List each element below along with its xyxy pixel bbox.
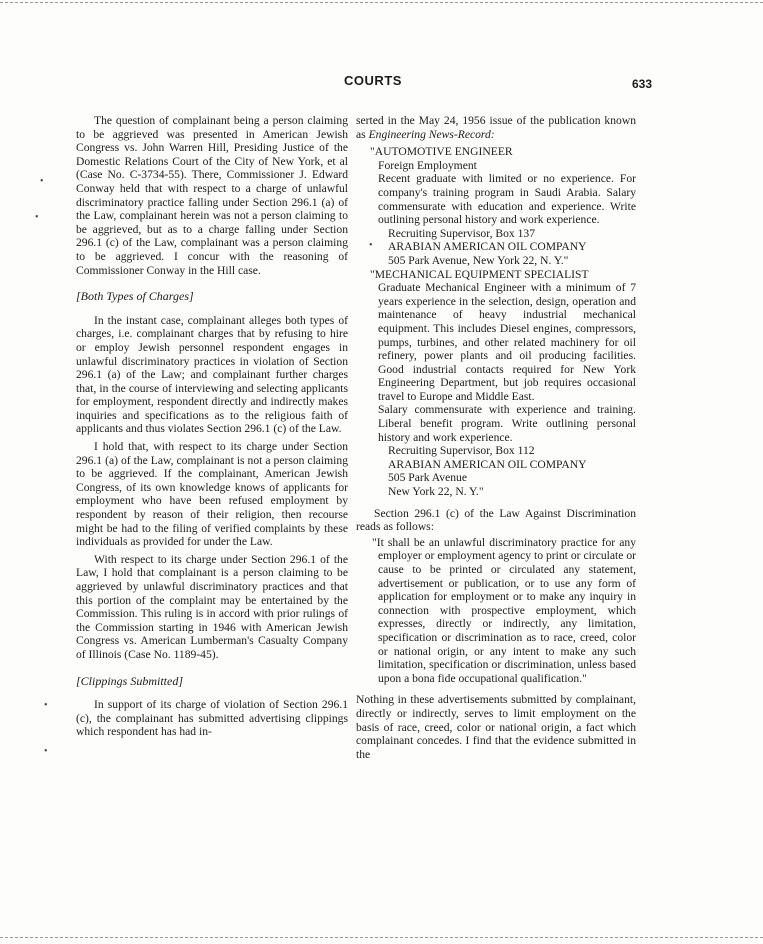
margin-speck: • (35, 212, 39, 223)
ad-title: "MECHANICAL EQUIPMENT SPECIALIST (370, 267, 589, 281)
statute-quote: "It shall be an unlawful discriminatory practice for any employer or employment agency to print or circulate or cause to be printed or circulated any statement, advertisement or publication, or to use any form of application for employment or to make any inquiry in connection with prospective employment, which expresses, directly or indirectly, any limitation, specification or discrimination as to race, creed, color or national origin, or any intent to make any such limitation, specification or discrimination, unless based upon a bona fide occupational qualification." (372, 535, 636, 685)
ad-address-line: New York 22, N. Y." (388, 485, 484, 499)
margin-speck: • (44, 746, 48, 757)
page-number: 633 (631, 77, 652, 91)
section-heading: [Clippings Submitted] (76, 673, 184, 688)
paragraph: Nothing in these advertisements submitted by complainant, directly or indirectly, serves to limit employment on the basis of race, creed, color or national origin, a fact which complainant concedes. I find that the evidence submitted in the (356, 693, 636, 761)
ad-subtitle: Foreign Employment (378, 158, 477, 172)
margin-speck: • (40, 176, 44, 187)
ad-body: Graduate Mechanical Engineer with a minimum of 7 years experience in the selection, design, operation and maintenance of heavy industrial mechanical equipment. This includes Diesel engines, compressors, pumps, turbines, and other related machinery for oil refinery, power plants and oil producing facilities. Good industrial contacts required for New York Engineering Department, but job requires occasional travel to Europe and Middle East. (378, 281, 636, 403)
paragraph: In the instant case, complainant alleges both types of charges, i.e. complainant charges that by refusing to hire or employ Jewish personnel respondent engages in unlawful discriminatory practices in violation of Section 296.1 (a) of the Law; and complainant further charges that, in the course of interviewing and selecting applicants for employment, respondent directly and indirectly makes inquiries and specifications as to the religious faith of applicants and thus violates Section 296.1 (c) of the Law. (76, 313, 348, 436)
paragraph: I hold that, with respect to its charge under Section 296.1 (a) of the Law, complainant is not a person claiming to be aggrieved. If the complainant, American Jewish Congress, of its own knowledge knows of applicants for employment who have been refused employment by respondent by reason of their religion, then recourse might be had to the filing of verified complaints by these individuals as provided for under the Law. (76, 440, 348, 549)
paragraph: With respect to its charge under Section 296.1 of the Law, I hold that complainant is a person claiming to be aggrieved by unlawful discriminatory practices and that this portion of the complaint may be entertained by the Commission. This ruling is in accord with prior rulings of the Commission starting in 1946 with American Jewish Congress vs. American Lumberman's Casualty Company of Illinois (Case No. 1189-45). (76, 552, 348, 661)
paragraph-text: serted in the May 24, 1956 issue of the publication known as (356, 114, 636, 141)
paragraph: Section 296.1 (c) of the Law Against Discrimination reads as follows: (356, 506, 636, 534)
ad-address-line: 505 Park Avenue, New York 22, N. Y." (388, 253, 569, 267)
right-column (356, 114, 636, 761)
section-heading: [Both Types of Charges] (76, 289, 194, 304)
left-column (76, 114, 348, 739)
ad-address-line: 505 Park Avenue (388, 471, 467, 485)
ad-address-line: ARABIAN AMERICAN OIL COMPANY (388, 457, 587, 471)
advertisement-automotive (356, 145, 636, 267)
paragraph: The question of complainant being a person claiming to be aggrieved was presented in American Jewish Congress vs. John Warren Hill, Presiding Justice of the Domestic Relations Court of the City of New York, et al (Case No. C-3734-55). There, Commissioner J. Edward Conway held that with respect to a charge of unlawful discriminatory practice falling under Section 296.1 (a) of the Law, complainant herein was not a person claiming to be aggrieved, but as to a charge falling under Section 296.1 (c) of the Law, complainant was a person claiming to be aggrieved. I concur with the reasoning of Commissioner Conway in the Hill case. (76, 114, 348, 277)
top-dashed-border (0, 2, 763, 3)
paragraph (356, 114, 636, 141)
ad-address-line: Recruiting Supervisor, Box 137 (388, 226, 536, 240)
publication-name: Engineering News-Record: (368, 127, 495, 141)
margin-speck: • (44, 700, 48, 711)
ad-title: "AUTOMOTIVE ENGINEER (370, 145, 513, 159)
margin-speck: • (369, 240, 373, 251)
ad-body: Salary commensurate with experience and training. Liberal benefit program. Write outlining personal history and work experience. (378, 403, 636, 444)
ad-body: Recent graduate with limited or no experience. For company's training program in Saudi Arabia. Salary commensurate with education and experience. Write outlining personal history and work experience. (378, 172, 636, 227)
running-header: COURTS (344, 73, 402, 88)
ad-address-line: ARABIAN AMERICAN OIL COMPANY (388, 240, 587, 254)
advertisement-mechanical (356, 268, 636, 499)
paragraph: In support of its charge of violation of Section 296.1 (c), the complainant has submitted advertising clippings which respondent has had in- (76, 698, 348, 739)
bottom-dashed-border (0, 937, 763, 938)
ad-address-line: Recruiting Supervisor, Box 112 (388, 444, 535, 458)
